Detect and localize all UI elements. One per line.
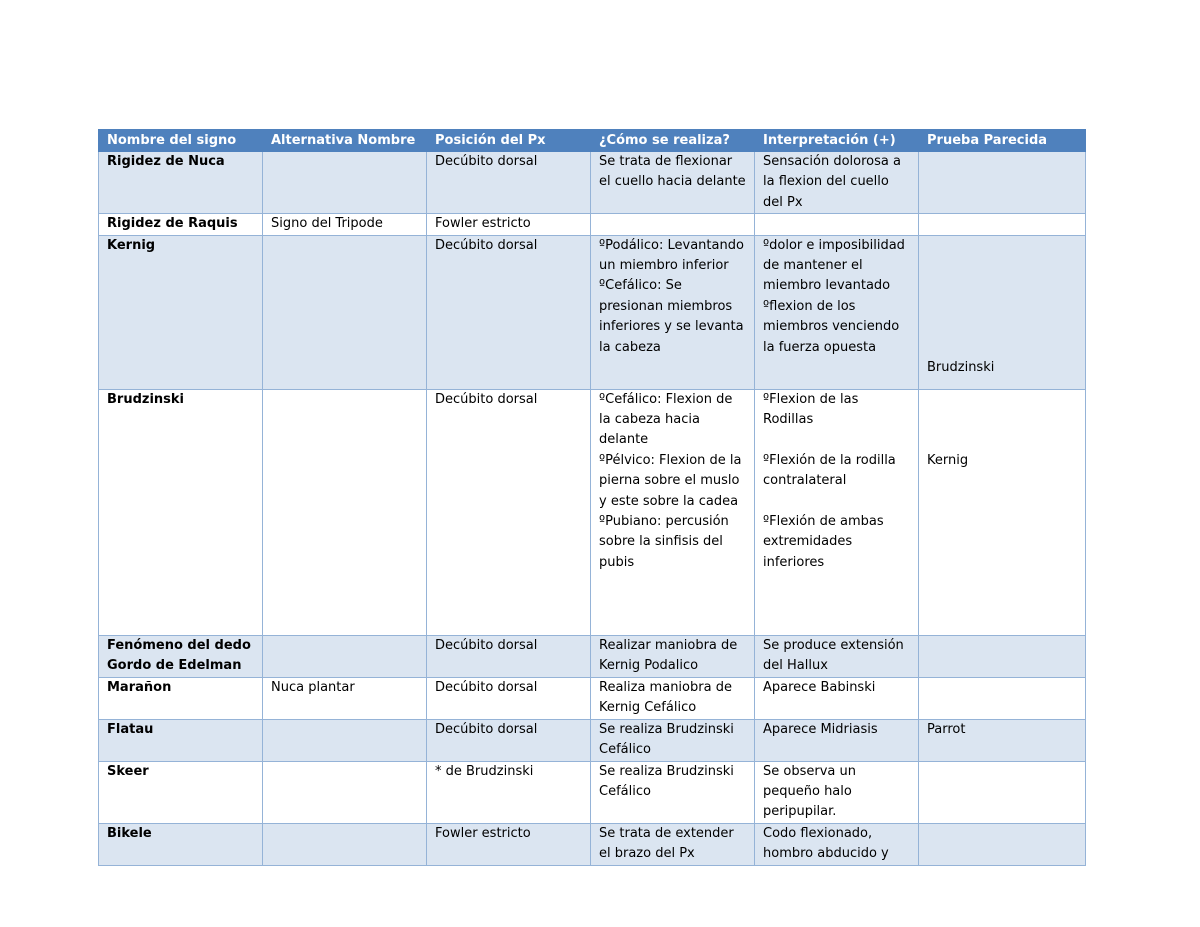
cell-similar xyxy=(919,214,1086,235)
cell-pos: Fowler estricto xyxy=(427,823,591,865)
cell-name: Skeer xyxy=(99,761,263,823)
cell-similar: Kernig xyxy=(919,389,1086,635)
cell-name: Bikele xyxy=(99,823,263,865)
cell-how: ºPodálico: Levantando un miembro inferior ºCefálico: Se presionan miembros inferiores y se levanta la cabeza xyxy=(591,235,755,389)
cell-how: Se realiza Brudzinski Cefálico xyxy=(591,761,755,823)
header-alternativa: Alternativa Nombre xyxy=(263,130,427,152)
table-row xyxy=(99,719,1086,761)
cell-pos: * de Brudzinski xyxy=(427,761,591,823)
cell-interp: Sensación dolorosa a la flexion del cuello del Px xyxy=(755,152,919,214)
cell-alt xyxy=(263,235,427,389)
cell-name: Kernig xyxy=(99,235,263,389)
cell-name: Brudzinski xyxy=(99,389,263,635)
table-row xyxy=(99,677,1086,719)
cell-how xyxy=(591,214,755,235)
table-row xyxy=(99,823,1086,865)
cell-name: Marañon xyxy=(99,677,263,719)
cell-alt xyxy=(263,761,427,823)
table-row xyxy=(99,389,1086,635)
cell-interp: Aparece Midriasis xyxy=(755,719,919,761)
cell-alt xyxy=(263,719,427,761)
cell-how: ºCefálico: Flexion de la cabeza hacia delante ºPélvico: Flexion de la pierna sobre el muslo y este sobre la cadea ºPubiano: percusión sobre la sinfisis del pubis xyxy=(591,389,755,635)
cell-alt: Signo del Tripode xyxy=(263,214,427,235)
header-como: ¿Cómo se realiza? xyxy=(591,130,755,152)
cell-interp xyxy=(755,214,919,235)
cell-how: Se trata de extender el brazo del Px xyxy=(591,823,755,865)
header-nombre: Nombre del signo xyxy=(99,130,263,152)
cell-pos: Decúbito dorsal xyxy=(427,635,591,677)
cell-how: Se trata de flexionar el cuello hacia delante xyxy=(591,152,755,214)
cell-alt xyxy=(263,823,427,865)
cell-how: Realiza maniobra de Kernig Cefálico xyxy=(591,677,755,719)
cell-pos: Decúbito dorsal xyxy=(427,719,591,761)
cell-similar: Parrot xyxy=(919,719,1086,761)
cell-how: Se realiza Brudzinski Cefálico xyxy=(591,719,755,761)
cell-similar xyxy=(919,152,1086,214)
cell-interp: ºdolor e imposibilidad de mantener el miembro levantado ºflexion de los miembros venciendo la fuerza opuesta xyxy=(755,235,919,389)
cell-similar xyxy=(919,677,1086,719)
cell-name: Rigidez de Raquis xyxy=(99,214,263,235)
cell-similar: Brudzinski xyxy=(919,235,1086,389)
table-row xyxy=(99,635,1086,677)
cell-pos: Decúbito dorsal xyxy=(427,235,591,389)
meningeal-signs-table xyxy=(98,129,1086,866)
cell-name: Flatau xyxy=(99,719,263,761)
table-header-row xyxy=(99,130,1086,152)
cell-similar xyxy=(919,761,1086,823)
cell-interp: Codo flexionado, hombro abducido y xyxy=(755,823,919,865)
cell-alt xyxy=(263,152,427,214)
cell-pos: Decúbito dorsal xyxy=(427,677,591,719)
cell-pos: Decúbito dorsal xyxy=(427,389,591,635)
table-row xyxy=(99,152,1086,214)
table-row xyxy=(99,214,1086,235)
cell-interp: Se produce extensión del Hallux xyxy=(755,635,919,677)
header-posicion: Posición del Px xyxy=(427,130,591,152)
cell-pos: Fowler estricto xyxy=(427,214,591,235)
cell-interp: ºFlexion de las Rodillas ºFlexión de la rodilla contralateral ºFlexión de ambas extremidades inferiores xyxy=(755,389,919,635)
cell-alt: Nuca plantar xyxy=(263,677,427,719)
cell-interp: Se observa un pequeño halo peripupilar. xyxy=(755,761,919,823)
cell-interp: Aparece Babinski xyxy=(755,677,919,719)
cell-similar xyxy=(919,823,1086,865)
table-row xyxy=(99,235,1086,389)
cell-similar xyxy=(919,635,1086,677)
cell-name: Fenómeno del dedo Gordo de Edelman xyxy=(99,635,263,677)
header-interpretacion: Interpretación (+) xyxy=(755,130,919,152)
cell-how: Realizar maniobra de Kernig Podalico xyxy=(591,635,755,677)
cell-alt xyxy=(263,635,427,677)
table-row xyxy=(99,761,1086,823)
cell-alt xyxy=(263,389,427,635)
header-prueba: Prueba Parecida xyxy=(919,130,1086,152)
cell-pos: Decúbito dorsal xyxy=(427,152,591,214)
cell-name: Rigidez de Nuca xyxy=(99,152,263,214)
